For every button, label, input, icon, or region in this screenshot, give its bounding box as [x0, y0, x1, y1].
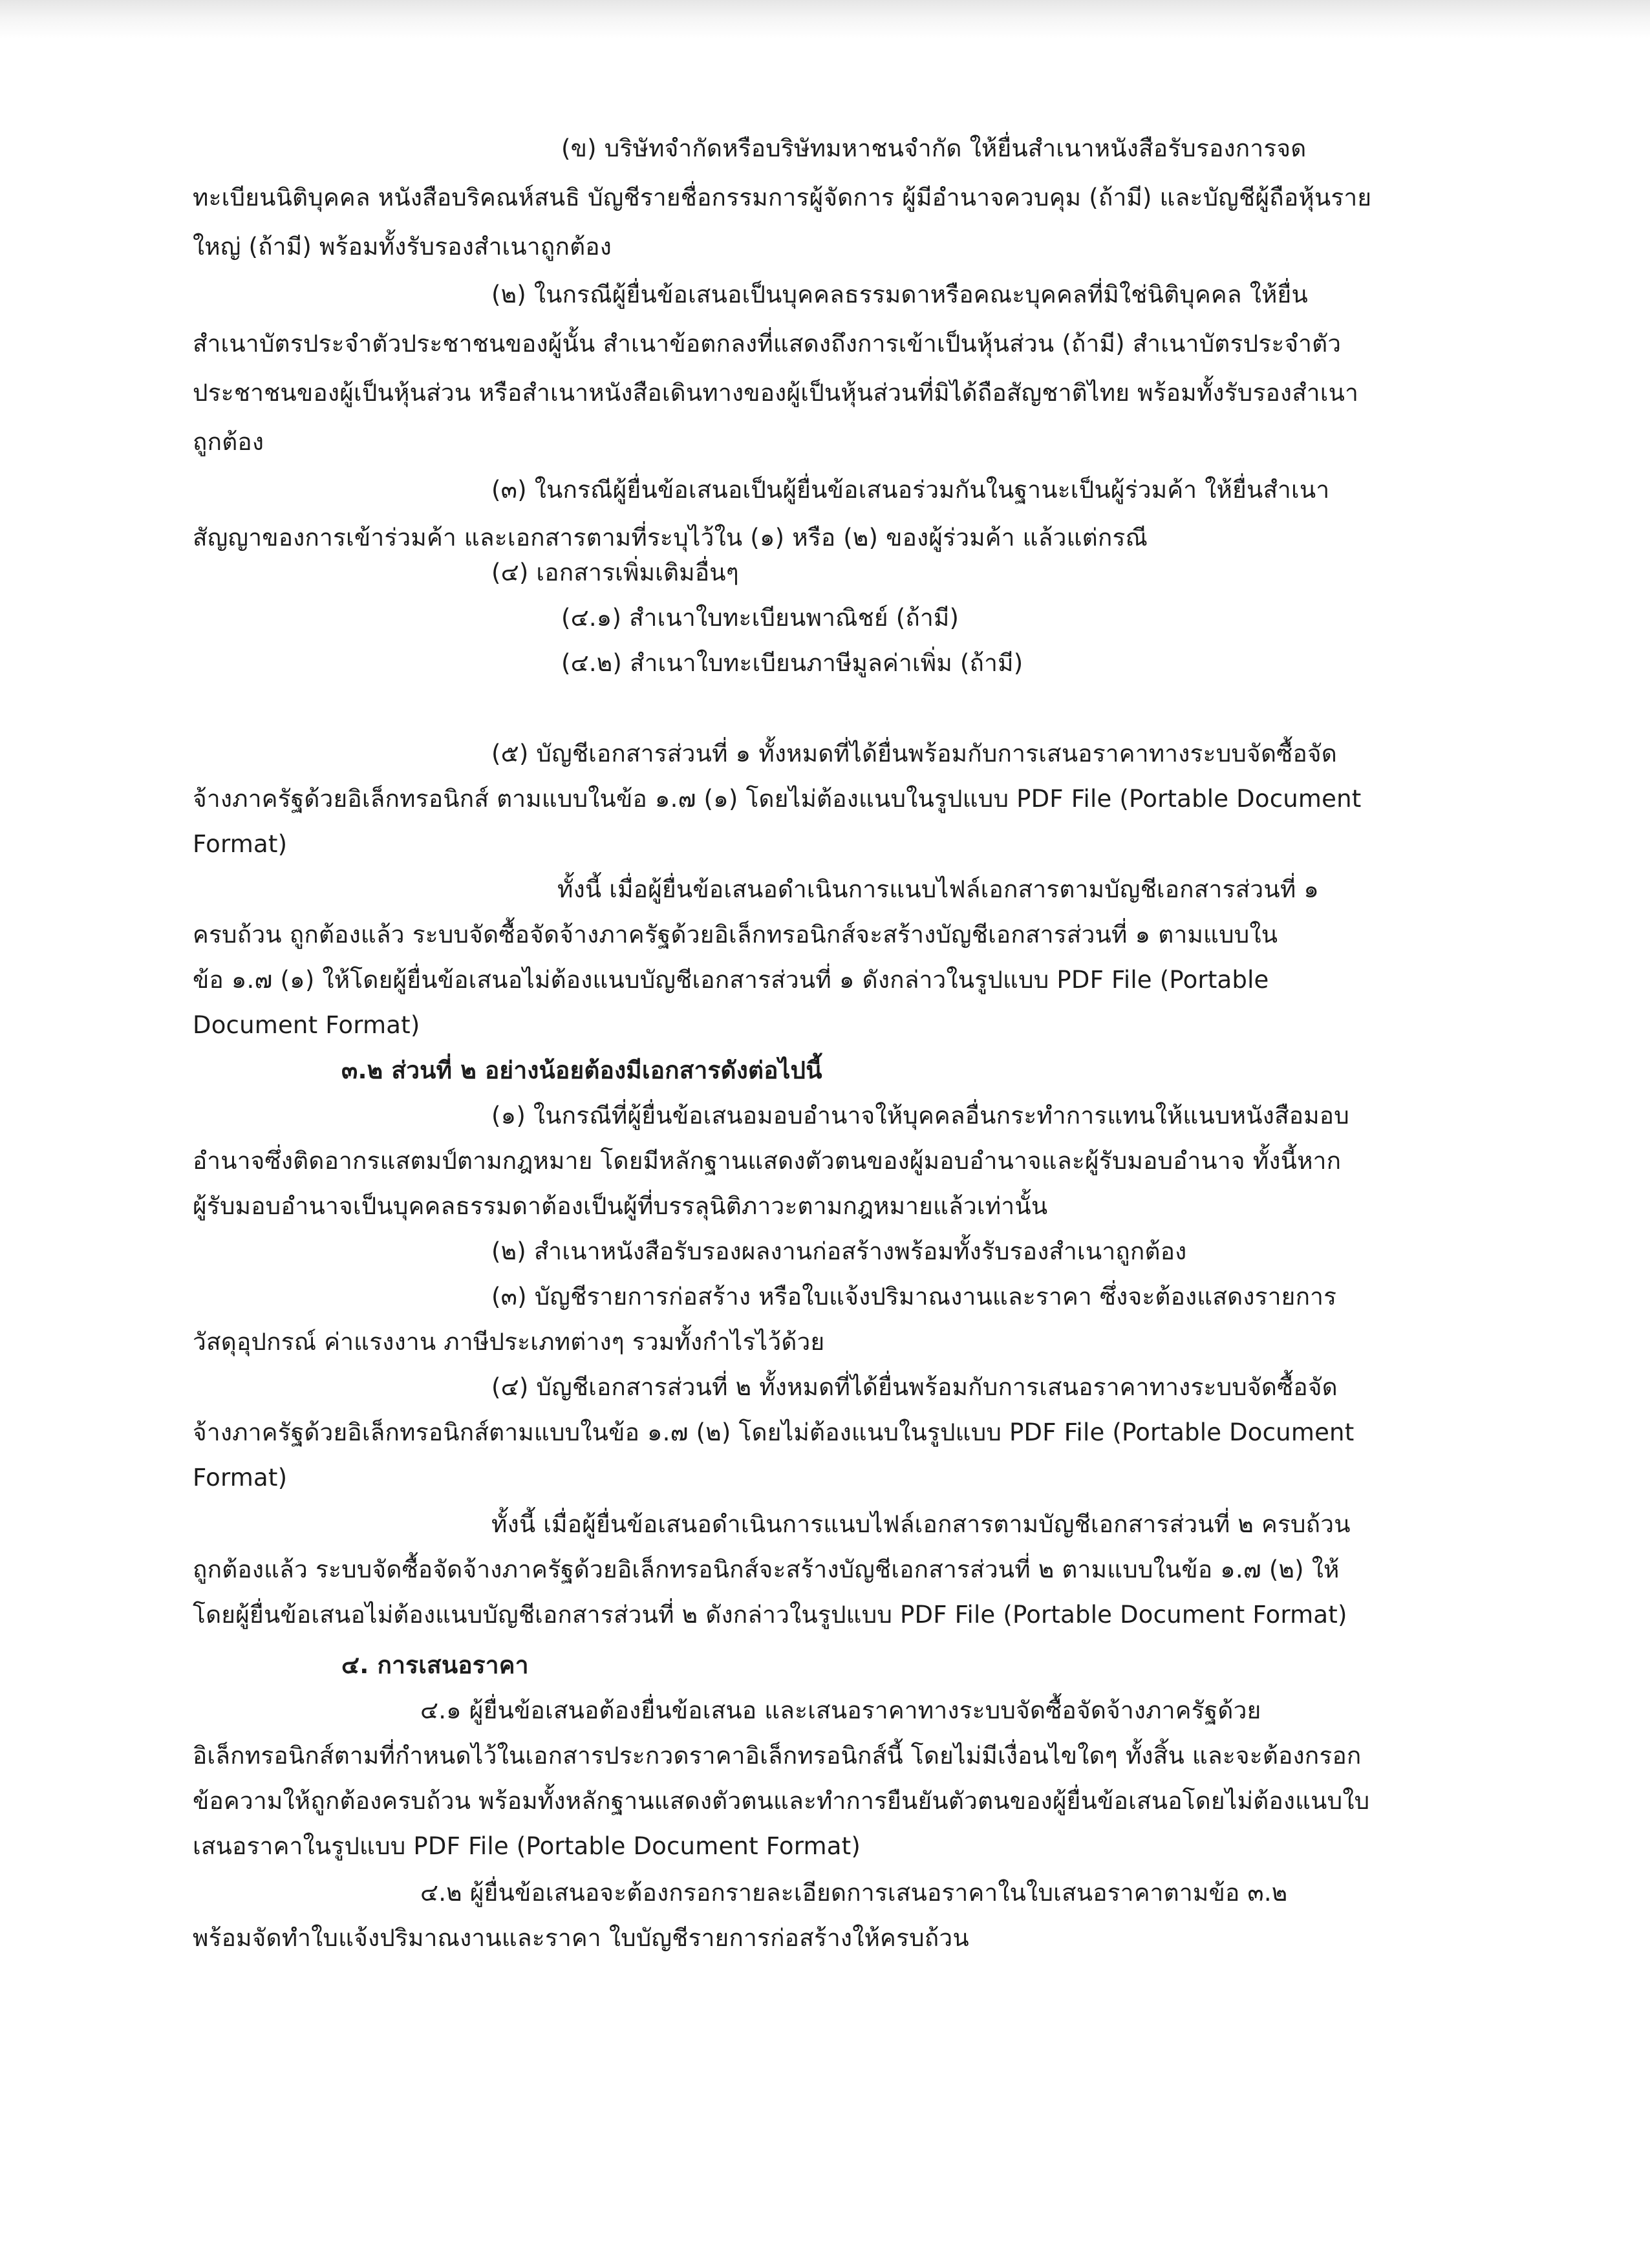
section-heading: ๔. การเสนอราคา — [341, 1651, 529, 1679]
text-line: โดยผู้ยื่นข้อเสนอไม่ต้องแนบบัญชีเอกสารส่วนที่ ๒ ดังกล่าวในรูปแบบ PDF File (Portable Document Format) — [193, 1601, 1347, 1629]
text-line: (๔) เอกสารเพิ่มเติมอื่นๆ — [491, 559, 739, 586]
text-line: Format) — [193, 830, 288, 858]
text-line: (๒) ในกรณีผู้ยื่นข้อเสนอเป็นบุคคลธรรมดาหรือคณะบุคคลที่มิใช่นิติบุคคล ให้ยื่น — [491, 281, 1308, 308]
text-line: (๑) ในกรณีที่ผู้ยื่นข้อเสนอมอบอำนาจให้บุคคลอื่นกระทำการแทนให้แนบหนังสือมอบ — [491, 1102, 1349, 1129]
text-line: ข้อความให้ถูกต้องครบถ้วน พร้อมทั้งหลักฐานแสดงตัวตนและทำการยืนยันตัวตนของผู้ยื่นข้อเสนอโดยไม่ต้องแนบใบ — [193, 1787, 1370, 1815]
text-line: ประชาชนของผู้เป็นหุ้นส่วน หรือสำเนาหนังสือเดินทางของผู้เป็นหุ้นส่วนที่มิได้ถือสัญชาติไทย พร้อมทั้งรับรองสำเนา — [193, 379, 1359, 407]
text-line: ผู้รับมอบอำนาจเป็นบุคคลธรรมดาต้องเป็นผู้ที่บรรลุนิติภาวะตามกฎหมายแล้วเท่านั้น — [193, 1192, 1048, 1220]
text-line: พร้อมจัดทำใบแจ้งปริมาณงานและราคา ใบบัญชีรายการก่อสร้างให้ครบถ้วน — [193, 1924, 969, 1952]
text-line: ถูกต้องแล้ว ระบบจัดซื้อจัดจ้างภาครัฐด้วยอิเล็กทรอนิกส์จะสร้างบัญชีเอกสารส่วนที่ ๒ ตามแบบในข้อ ๑.๗ (๒) ให้ — [193, 1556, 1340, 1583]
text-line: ใหญ่ (ถ้ามี) พร้อมทั้งรับรองสำเนาถูกต้อง — [193, 233, 612, 261]
text-line: ครบถ้วน ถูกต้องแล้ว ระบบจัดซื้อจัดจ้างภาครัฐด้วยอิเล็กทรอนิกส์จะสร้างบัญชีเอกสารส่วนที่ ๑ ตามแบบใน — [193, 921, 1278, 948]
scan-edge-shadow — [0, 0, 1650, 39]
text-line: จ้างภาครัฐด้วยอิเล็กทรอนิกส์ ตามแบบในข้อ ๑.๗ (๑) โดยไม่ต้องแนบในรูปแบบ PDF File (Portable Document — [193, 785, 1362, 813]
text-line: วัสดุอุปกรณ์ ค่าแรงงาน ภาษีประเภทต่างๆ รวมทั้งกำไรไว้ด้วย — [193, 1328, 825, 1356]
text-line: ทะเบียนนิติบุคคล หนังสือบริคณห์สนธิ บัญชีรายชื่อกรรมการผู้จัดการ ผู้มีอำนาจควบคุม (ถ้ามี) และบัญชีผู้ถือหุ้นราย — [193, 184, 1372, 211]
text-line: (๓) ในกรณีผู้ยื่นข้อเสนอเป็นผู้ยื่นข้อเสนอร่วมกันในฐานะเป็นผู้ร่วมค้า ให้ยื่นสำเนา — [491, 476, 1330, 504]
text-line: สัญญาของการเข้าร่วมค้า และเอกสารตามที่ระบุไว้ใน (๑) หรือ (๒) ของผู้ร่วมค้า แล้วแต่กรณี — [193, 524, 1148, 551]
text-line: (ข) บริษัทจำกัดหรือบริษัทมหาชนจำกัด ให้ยื่นสำเนาหนังสือรับรองการจด — [561, 134, 1307, 162]
section-heading: ๓.๒ ส่วนที่ ๒ อย่างน้อยต้องมีเอกสารดังต่อไปนี้ — [341, 1056, 822, 1084]
text-line: ข้อ ๑.๗ (๑) ให้โดยผู้ยื่นข้อเสนอไม่ต้องแนบบัญชีเอกสารส่วนที่ ๑ ดังกล่าวในรูปแบบ PDF File (Portable — [193, 966, 1269, 994]
text-line: (๒) สำเนาหนังสือรับรองผลงานก่อสร้างพร้อมทั้งรับรองสำเนาถูกต้อง — [491, 1237, 1187, 1265]
text-line: ๔.๒ ผู้ยื่นข้อเสนอจะต้องกรอกรายละเอียดการเสนอราคาในใบเสนอราคาตามข้อ ๓.๒ — [420, 1879, 1288, 1907]
text-line: (๕) บัญชีเอกสารส่วนที่ ๑ ทั้งหมดที่ได้ยื่นพร้อมกับการเสนอราคาทางระบบจัดซื้อจัด — [491, 740, 1338, 767]
text-line: (๔.๑) สำเนาใบทะเบียนพาณิชย์ (ถ้ามี) — [561, 604, 959, 632]
text-line: ๔.๑ ผู้ยื่นข้อเสนอต้องยื่นข้อเสนอ และเสนอราคาทางระบบจัดซื้อจัดจ้างภาครัฐด้วย — [420, 1696, 1261, 1724]
text-line: เสนอราคาในรูปแบบ PDF File (Portable Document Format) — [193, 1832, 861, 1860]
text-line: สำเนาบัตรประจำตัวประชาชนของผู้นั้น สำเนาข้อตกลงที่แสดงถึงการเข้าเป็นหุ้นส่วน (ถ้ามี) สำเนาบัตรประจำตัว — [193, 330, 1342, 358]
text-line: อำนาจซึ่งติดอากรแสตมป์ตามกฎหมาย โดยมีหลักฐานแสดงตัวตนของผู้มอบอำนาจและผู้รับมอบอำนาจ ทั้งนี้หาก — [193, 1147, 1342, 1175]
text-line: จ้างภาครัฐด้วยอิเล็กทรอนิกส์ตามแบบในข้อ ๑.๗ (๒) โดยไม่ต้องแนบในรูปแบบ PDF File (Portable Document — [193, 1418, 1355, 1446]
text-line: Document Format) — [193, 1011, 420, 1039]
text-line: (๔) บัญชีเอกสารส่วนที่ ๒ ทั้งหมดที่ได้ยื่นพร้อมกับการเสนอราคาทางระบบจัดซื้อจัด — [491, 1373, 1338, 1401]
text-line: (๔.๒) สำเนาใบทะเบียนภาษีมูลค่าเพิ่ม (ถ้ามี) — [561, 649, 1023, 677]
text-line: ทั้งนี้ เมื่อผู้ยื่นข้อเสนอดำเนินการแนบไฟล์เอกสารตามบัญชีเอกสารส่วนที่ ๑ — [557, 875, 1320, 903]
text-line: (๓) บัญชีรายการก่อสร้าง หรือใบแจ้งปริมาณงานและราคา ซึ่งจะต้องแสดงรายการ — [491, 1283, 1337, 1311]
text-line: ทั้งนี้ เมื่อผู้ยื่นข้อเสนอดำเนินการแนบไฟล์เอกสารตามบัญชีเอกสารส่วนที่ ๒ ครบถ้วน — [491, 1510, 1351, 1538]
text-line: ถูกต้อง — [193, 428, 264, 456]
text-line: Format) — [193, 1464, 288, 1492]
text-line: อิเล็กทรอนิกส์ตามที่กำหนดไว้ในเอกสารประกวดราคาอิเล็กทรอนิกส์นี้ โดยไม่มีเงื่อนไขใดๆ ทั้งสิ้น และจะต้องกรอก — [193, 1742, 1362, 1770]
